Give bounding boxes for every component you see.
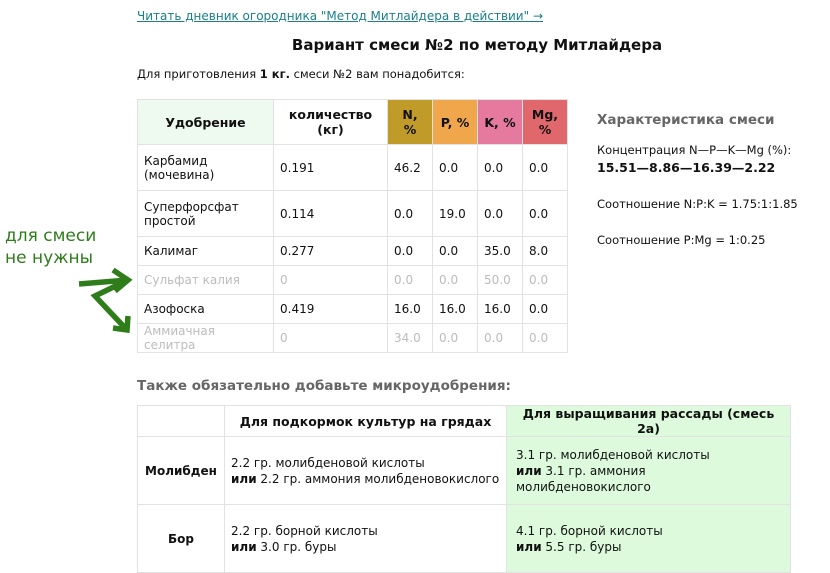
page-title: Вариант смеси №2 по методу Митлайдера <box>291 36 663 54</box>
concentration <box>597 142 822 177</box>
row-name: Азофоска <box>138 295 274 324</box>
row-qty: 0.191 <box>274 145 388 191</box>
beds-line1: 2.2 гр. молибденовой кислоты <box>231 455 425 470</box>
row-name: Суперфорсфат простой <box>138 191 274 237</box>
row-n: 46.2 <box>388 145 433 191</box>
micro-header-row <box>138 406 791 437</box>
row-mg: 0.0 <box>523 266 568 295</box>
diary-link[interactable]: Читать дневник огородника "Метод Митлайдера в действии" → <box>137 9 543 23</box>
header-seedlings: Для выращивания рассады (смесь 2а) <box>507 406 791 437</box>
row-n: 0.0 <box>388 237 433 266</box>
seedlings-dose <box>507 437 791 505</box>
micro-name: Молибден <box>138 437 225 505</box>
or-word: или <box>231 471 257 486</box>
row-p: 0.0 <box>433 145 478 191</box>
npk-ratio: Соотношение N:P:K = 1.75:1:1.85 <box>597 197 798 211</box>
row-k: 50.0 <box>478 266 523 295</box>
table-row-disabled <box>138 266 568 295</box>
intro-amount: 1 кг. <box>259 67 290 81</box>
row-k: 0.0 <box>478 191 523 237</box>
or-word: или <box>516 463 542 478</box>
seedlings-dose <box>507 505 791 573</box>
header-p: P, % <box>433 100 478 145</box>
header-k: K, % <box>478 100 523 145</box>
row-qty: 0.277 <box>274 237 388 266</box>
row-p: 19.0 <box>433 191 478 237</box>
row-qty: 0.419 <box>274 295 388 324</box>
row-mg: 8.0 <box>523 237 568 266</box>
row-name: Аммиачная селитра <box>138 324 274 353</box>
row-k: 16.0 <box>478 295 523 324</box>
table-row <box>138 295 568 324</box>
or-word: или <box>231 539 257 554</box>
seed-line1: 4.1 гр. борной кислоты <box>516 523 663 538</box>
table-row <box>138 237 568 266</box>
annotation-line2: не нужны <box>5 248 94 268</box>
intro-before: Для приготовления <box>137 67 260 81</box>
pmg-ratio: Соотношение P:Mg = 1:0.25 <box>597 233 766 247</box>
row-k: 35.0 <box>478 237 523 266</box>
row-n: 0.0 <box>388 191 433 237</box>
header-quantity: количество (кг) <box>274 100 388 145</box>
table-row <box>138 437 791 505</box>
header-fertilizer: Удобрение <box>138 100 274 145</box>
micro-table <box>137 405 791 573</box>
row-p: 0.0 <box>433 237 478 266</box>
beds-dose <box>225 437 507 505</box>
beds-line1: 2.2 гр. борной кислоты <box>231 523 378 538</box>
row-mg: 0.0 <box>523 295 568 324</box>
row-name: Сульфат калия <box>138 266 274 295</box>
concentration-label: Концентрация N—P—K—Mg (%): <box>597 143 792 157</box>
table-row <box>138 145 568 191</box>
concentration-value: 15.51—8.86—16.39—2.22 <box>597 160 776 175</box>
seed-line2: 3.1 гр. аммония молибденовокислого <box>516 463 651 494</box>
fertilizer-header-row <box>138 100 568 145</box>
seed-line1: 3.1 гр. молибденовой кислоты <box>516 447 710 462</box>
row-n: 16.0 <box>388 295 433 324</box>
header-n: N, % <box>388 100 433 145</box>
row-name: Карбамид (мочевина) <box>138 145 274 191</box>
row-qty: 0.114 <box>274 191 388 237</box>
row-mg: 0.0 <box>523 145 568 191</box>
row-name: Калимаг <box>138 237 274 266</box>
header-beds: Для подкормок культур на грядах <box>225 406 507 437</box>
micro-title: Также обязательно добавьте микроудобрения: <box>137 378 511 394</box>
fertilizer-table <box>137 99 568 353</box>
beds-line2: 3.0 гр. буры <box>256 539 337 554</box>
or-word: или <box>516 539 542 554</box>
row-p: 16.0 <box>433 295 478 324</box>
header-blank <box>138 406 225 437</box>
beds-line2: 2.2 гр. аммония молибденовокислого <box>256 471 500 486</box>
row-k: 0.0 <box>478 145 523 191</box>
row-k: 0.0 <box>478 324 523 353</box>
row-mg: 0.0 <box>523 324 568 353</box>
annotation-line1: для смеси <box>5 226 97 246</box>
seed-line2: 5.5 гр. буры <box>541 539 622 554</box>
table-row <box>138 505 791 573</box>
row-n: 34.0 <box>388 324 433 353</box>
row-p: 0.0 <box>433 266 478 295</box>
intro-after: смеси №2 вам понадобится: <box>289 67 465 81</box>
mix-characteristics <box>597 112 822 268</box>
table-row-disabled <box>138 324 568 353</box>
table-row <box>138 191 568 237</box>
beds-dose <box>225 505 507 573</box>
micro-name: Бор <box>138 505 225 573</box>
intro-text <box>137 67 465 81</box>
row-mg: 0.0 <box>523 191 568 237</box>
annotation-arrows-icon <box>75 262 137 344</box>
row-qty: 0 <box>274 324 388 353</box>
header-mg: Mg, % <box>523 100 568 145</box>
row-p: 0.0 <box>433 324 478 353</box>
row-n: 0.0 <box>388 266 433 295</box>
row-qty: 0 <box>274 266 388 295</box>
characteristics-title: Характеристика смеси <box>597 112 775 128</box>
